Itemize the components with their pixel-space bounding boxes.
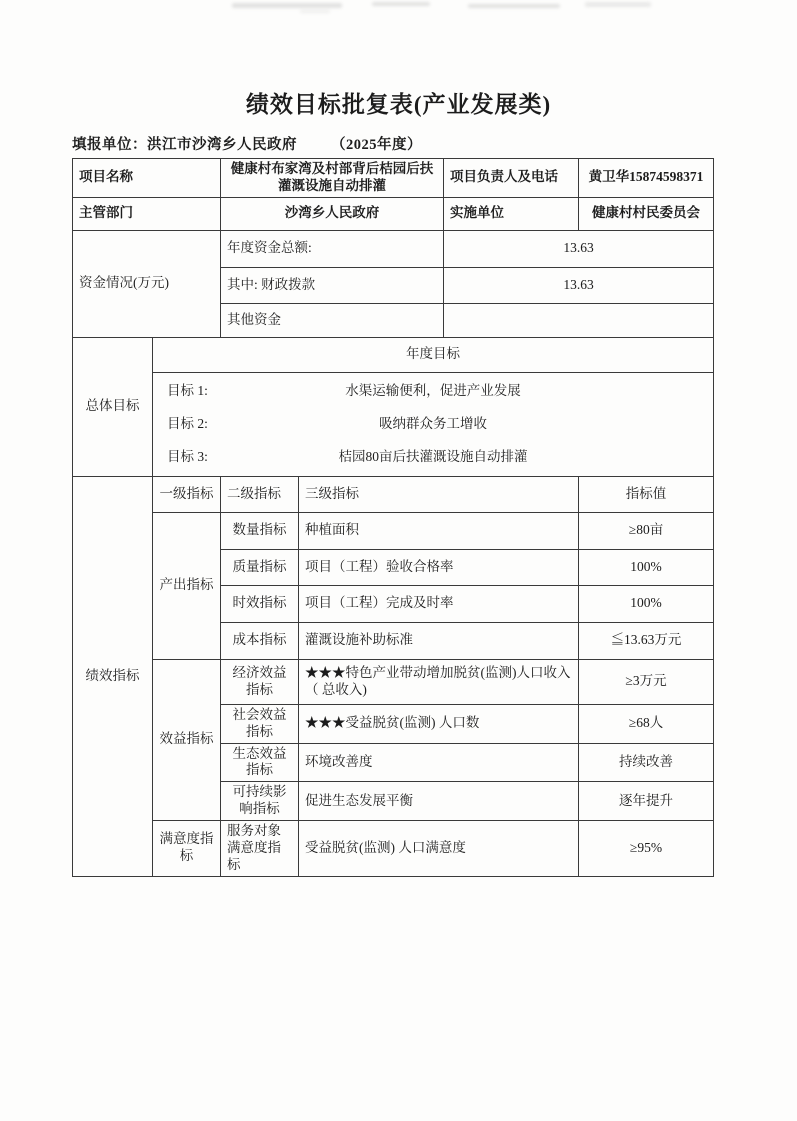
goal-2-value: 吸纳群众务工增收 — [379, 415, 487, 431]
goal-line-2 — [159, 408, 707, 441]
funding-other-value — [444, 303, 714, 337]
funding-total-label: 年度资金总额: — [221, 230, 444, 267]
approval-table — [72, 158, 714, 877]
indicator-l3: 受益脱贫(监测) 人口满意度 — [299, 821, 579, 877]
header-level2: 二级指标 — [221, 476, 299, 512]
reporting-unit-label: 填报单位： — [72, 137, 147, 153]
indicator-l2: 服务对象满意度指标 — [221, 821, 299, 877]
scan-artifact — [300, 10, 330, 13]
header-value: 指标值 — [579, 476, 714, 512]
indicator-value: ≥3万元 — [579, 659, 714, 704]
goal-1-value: 水渠运输便利，促进产业发展 — [345, 382, 521, 398]
project-name-value: 健康村布家湾及村部背后桔园后扶灌溉设施自动排灌 — [221, 159, 444, 198]
indicator-l2: 生态效益指标 — [221, 743, 299, 782]
annual-goal-header: 年度目标 — [153, 337, 714, 372]
indicator-value: 逐年提升 — [579, 782, 714, 821]
indicator-l2: 时效指标 — [221, 585, 299, 622]
header-level1: 一级指标 — [153, 476, 221, 512]
goal-line-3 — [159, 441, 707, 474]
indicators-label: 绩效指标 — [73, 476, 153, 876]
goal-2-label: 目标 2: — [167, 415, 208, 431]
indicator-l3: 环境改善度 — [299, 743, 579, 782]
leader-value: 黄卫华15874598371 — [579, 159, 714, 198]
overall-goal-label: 总体目标 — [73, 337, 153, 476]
indicator-l2: 质量指标 — [221, 549, 299, 585]
funding-other-label: 其他资金 — [221, 303, 444, 337]
impl-unit-value: 健康村村民委员会 — [579, 197, 714, 230]
goal-1-label: 目标 1: — [167, 382, 208, 398]
indicator-l3: 灌溉设施补助标准 — [299, 622, 579, 659]
indicator-value: ≦13.63万元 — [579, 622, 714, 659]
project-name-label: 项目名称 — [73, 159, 221, 198]
indicator-value: 100% — [579, 585, 714, 622]
indicator-l2: 经济效益指标 — [221, 659, 299, 704]
reporting-unit-value: 洪江市沙湾乡人民政府 — [147, 137, 297, 153]
indicator-l2: 可持续影响指标 — [221, 782, 299, 821]
indicator-l2: 数量指标 — [221, 512, 299, 549]
indicator-l2: 社会效益指标 — [221, 704, 299, 743]
annual-goals-cell — [153, 372, 714, 476]
funding-total-value: 13.63 — [444, 230, 714, 267]
indicator-value: 100% — [579, 549, 714, 585]
indicator-l3: ★★★特色产业带动增加脱贫(监测)人口收入（ 总收入) — [299, 659, 579, 704]
indicator-l3: 项目（工程）完成及时率 — [299, 585, 579, 622]
scan-artifact — [232, 3, 342, 8]
goal-line-1 — [159, 375, 707, 408]
dept-value: 沙湾乡人民政府 — [221, 197, 444, 230]
scan-artifact — [585, 2, 651, 7]
indicator-l3: ★★★受益脱贫(监测) 人口数 — [299, 704, 579, 743]
dept-label: 主管部门 — [73, 197, 221, 230]
scan-artifact — [468, 4, 560, 8]
funding-label: 资金情况(万元) — [73, 230, 221, 337]
indicator-value: 持续改善 — [579, 743, 714, 782]
indicator-l3: 项目（工程）验收合格率 — [299, 549, 579, 585]
header-level3: 三级指标 — [299, 476, 579, 512]
indicator-l2: 成本指标 — [221, 622, 299, 659]
goal-3-label: 目标 3: — [167, 448, 208, 464]
scan-artifact — [372, 2, 430, 6]
goal-3-value: 桔园80亩后扶灌溉设施自动排灌 — [338, 448, 528, 464]
group-output-label: 产出指标 — [153, 512, 221, 659]
page-title: 绩效目标批复表(产业发展类) — [245, 92, 552, 117]
funding-fiscal-value: 13.63 — [444, 267, 714, 303]
funding-fiscal-label: 其中: 财政拨款 — [221, 267, 444, 303]
indicator-l3: 种植面积 — [299, 512, 579, 549]
group-satisfaction-label: 满意度指标 — [153, 821, 221, 877]
indicator-value: ≥68人 — [579, 704, 714, 743]
indicator-l3: 促进生态发展平衡 — [299, 782, 579, 821]
leader-label: 项目负责人及电话 — [444, 159, 579, 198]
indicator-value: ≥80亩 — [579, 512, 714, 549]
report-year: （2025年度） — [331, 137, 422, 153]
group-benefit-label: 效益指标 — [153, 659, 221, 820]
indicator-value: ≥95% — [579, 821, 714, 877]
impl-unit-label: 实施单位 — [444, 197, 579, 230]
reporting-unit-line — [72, 133, 422, 154]
